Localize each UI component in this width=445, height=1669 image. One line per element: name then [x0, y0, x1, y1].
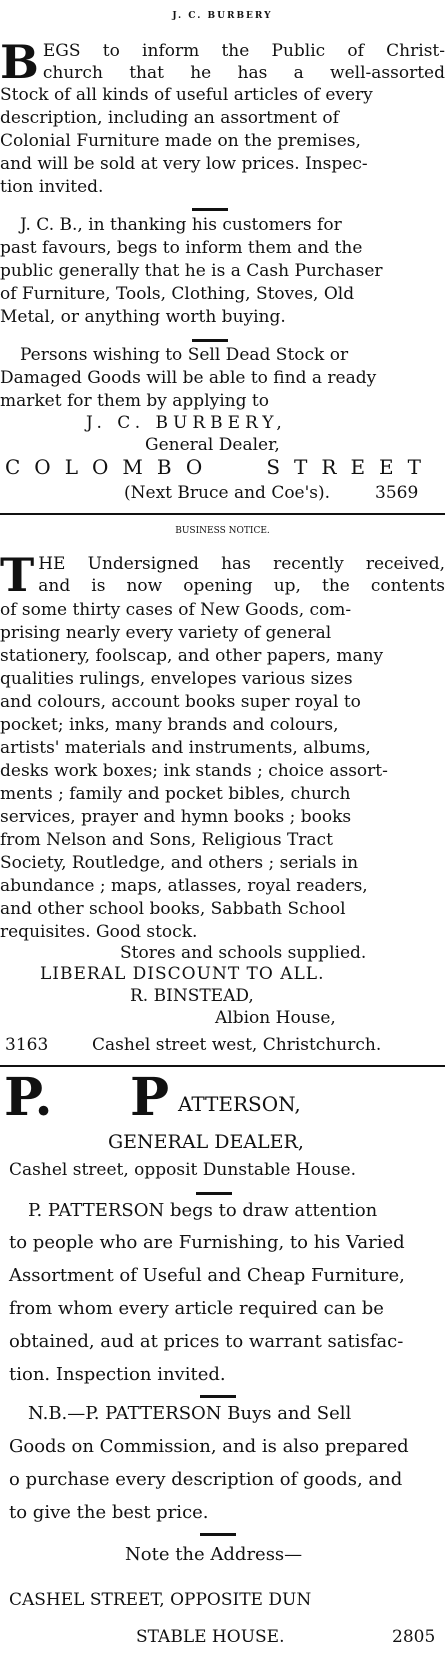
short-divider — [192, 208, 228, 211]
business-notice-line: Society, Routledge, and others ; serials in — [0, 853, 359, 873]
burbery-dead-stock-line: Damaged Goods will be able to find a ready — [0, 368, 377, 388]
business-notice-drop-cap: T — [0, 548, 35, 602]
business-notice-line: artists' materials and instruments, albums, — [0, 738, 371, 758]
ad-separator-rule — [0, 1065, 445, 1067]
patterson-furnishing-line: P. PATTERSON begs to draw attention — [28, 1200, 378, 1221]
burbery-thanks-line: of Furniture, Tools, Clothing, Stoves, Old — [0, 284, 355, 304]
patterson-commission-line: o purchase every description of goods, and — [9, 1469, 403, 1490]
business-notice-line: desks work boxes; ink stands ; choice assort- — [0, 761, 388, 781]
business-notice-line: and other school books, Sabbath School — [0, 899, 346, 919]
short-divider — [200, 1533, 236, 1536]
patterson-street-line: CASHEL STREET, OPPOSITE DUN — [9, 1590, 312, 1610]
burbery-intro-line: EGS to inform the Public of Christ- — [42, 41, 445, 61]
patterson-commission-line: N.B.—P. PATTERSON Buys and Sell — [28, 1403, 352, 1424]
business-notice-line: services, prayer and hymn books ; books — [0, 807, 352, 827]
business-notice-line: and is now opening up, the contents — [38, 576, 445, 596]
burbery-intro-line: church that he has a well-assorted — [42, 63, 445, 83]
burbery-intro-paragraph — [0, 35, 445, 89]
patterson-furnishing-line: to people who are Furnishing, to his Varied — [9, 1232, 405, 1253]
patterson-ref-number: 2805 — [392, 1627, 436, 1647]
business-notice-line: from Nelson and Sons, Religious Tract — [0, 830, 333, 850]
burbery-intro-line: tion invited. — [0, 177, 104, 197]
business-notice-heading: BUSINESS NOTICE. — [175, 526, 270, 536]
business-notice-name: R. BINSTEAD, — [130, 986, 254, 1006]
patterson-name-initial: P — [130, 1067, 170, 1128]
burbery-dead-stock-line: Persons wishing to Sell Dead Stock or — [20, 345, 349, 365]
patterson-address: Cashel street, opposit Dunstable House. — [9, 1160, 356, 1180]
business-notice-line: of some thirty cases of New Goods, com- — [0, 600, 352, 620]
patterson-furnishing-line: tion. Inspection invited. — [9, 1364, 226, 1385]
business-notice-line: requisites. Good stock. — [0, 922, 198, 942]
burbery-intro-line: description, including an assortment of — [0, 108, 339, 128]
burbery-thanks-line: public generally that he is a Cash Purchaser — [0, 261, 383, 281]
patterson-note-address: Note the Address— — [125, 1544, 303, 1565]
patterson-title: GENERAL DEALER, — [108, 1131, 304, 1153]
business-notice-line: stationery, foolscap, and other papers, many — [0, 646, 384, 666]
burbery-signature-name: J. C. BURBERY, — [86, 413, 287, 433]
burbery-intro-line: Stock of all kinds of useful articles of every — [0, 85, 373, 105]
ad-separator-rule — [0, 513, 445, 515]
burbery-intro-line: Colonial Furniture made on the premises, — [0, 131, 361, 151]
patterson-furnishing-line: from whom every article required can be — [9, 1298, 384, 1319]
burbery-dead-stock-line: market for them by applying to — [0, 391, 269, 411]
short-divider — [192, 339, 228, 342]
patterson-street-line: STABLE HOUSE. — [136, 1627, 285, 1647]
business-notice-body-top — [0, 548, 445, 602]
business-notice-line: qualities rulings, envelopes various sizes — [0, 669, 353, 689]
burbery-thanks-line: J. C. B., in thanking his customers for — [20, 215, 342, 235]
burbery-location: (Next Bruce and Coe's). — [124, 483, 331, 503]
burbery-thanks-line: Metal, or anything worth buying. — [0, 307, 286, 327]
business-notice-line: abundance ; maps, atlasses, royal readers, — [0, 876, 368, 896]
burbery-thanks-line: past favours, begs to inform them and the — [0, 238, 363, 258]
short-divider — [200, 1395, 236, 1398]
patterson-furnishing-line: obtained, aud at prices to warrant satisfac- — [9, 1331, 404, 1352]
patterson-large-initial: P. — [4, 1067, 53, 1128]
burbery-heading: J. C. BURBERY — [172, 11, 273, 21]
short-divider — [196, 1192, 232, 1195]
business-notice-line: pocket; inks, many brands and colours, — [0, 715, 339, 735]
burbery-drop-cap: B — [0, 35, 39, 89]
patterson-commission-line: to give the best price. — [9, 1502, 209, 1523]
patterson-furnishing-line: Assortment of Useful and Cheap Furniture, — [9, 1265, 405, 1286]
patterson-commission-line: Goods on Commission, and is also prepared — [9, 1436, 409, 1457]
business-notice-line: HE Undersigned has recently received, — [38, 554, 445, 574]
business-notice-line: and colours, account books super royal to — [0, 692, 361, 712]
business-notice-address: Cashel street west, Christchurch. — [92, 1035, 382, 1055]
business-notice-house: Albion House, — [215, 1008, 336, 1028]
business-notice-discount: LIBERAL DISCOUNT TO ALL. — [40, 964, 325, 984]
business-notice-supplied: Stores and schools supplied. — [120, 943, 367, 963]
business-notice-ref-number: 3163 — [5, 1035, 49, 1055]
burbery-street: COLOMBO STREET — [5, 455, 435, 479]
business-notice-line: ments ; family and pocket bibles, church — [0, 784, 351, 804]
business-notice-line: prising nearly every variety of general — [0, 623, 332, 643]
burbery-signature-title: General Dealer, — [145, 435, 280, 455]
burbery-intro-line: and will be sold at very low prices. Inspec- — [0, 154, 368, 174]
burbery-ref-number: 3569 — [375, 483, 419, 503]
patterson-name-rest: ATTERSON, — [178, 1092, 301, 1116]
